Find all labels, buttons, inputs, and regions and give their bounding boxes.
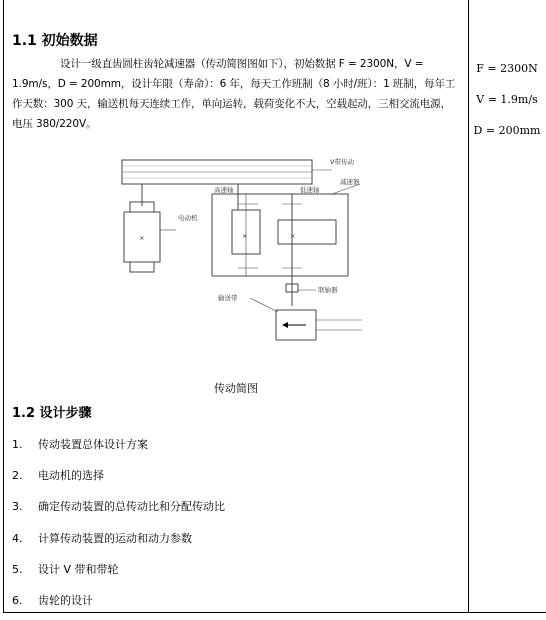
label-v-belt: V带传动	[330, 158, 354, 166]
step-text: 计算传动装置的运动和动力参数	[38, 532, 192, 545]
label-coupling: 联轴器	[318, 286, 338, 294]
step-number: 4.	[12, 532, 23, 545]
step-text: 确定传动装置的总传动比和分配传动比	[38, 500, 225, 513]
main-cell	[3, 0, 469, 613]
step-number: 6.	[12, 594, 23, 607]
section-heading-initial-data: 1.1 初始数据	[12, 33, 98, 49]
initial-data-paragraph: 设计一级直齿圆柱齿轮减速器（传动简图图如下），初始数据 F = 2300N，V = 1.9m/s，D = 200mm，设计年限（寿命）：6 年，每天工作班制（8 小时/班）：1 班制，每年工作天数：300 天，输送机每天连续工作，单向运转，载荷变化不大，空载起动，三相交流电源，电压 380/220V。	[12, 58, 456, 130]
step-text: 传动装置总体设计方案	[38, 438, 148, 451]
design-step	[12, 561, 119, 577]
svg-text:×: ×	[242, 232, 248, 240]
step-number: 3.	[12, 500, 23, 513]
step-number: 1.	[12, 438, 23, 451]
transmission-diagram	[100, 150, 390, 350]
design-step	[12, 498, 225, 514]
step-text: 齿轮的设计	[38, 594, 93, 607]
step-text: 电动机的选择	[38, 469, 104, 482]
svg-text:×: ×	[290, 232, 296, 240]
section-heading-design-steps: 1.2 设计步骤	[12, 406, 92, 421]
value-force: F = 2300N	[476, 62, 538, 75]
results-column	[468, 0, 546, 613]
label-conveyor: 输送带	[218, 294, 238, 302]
label-high-shaft: 高速轴	[214, 186, 234, 194]
step-number: 2.	[12, 469, 23, 482]
low-speed-gear	[278, 220, 336, 244]
design-step	[12, 592, 93, 608]
step-number: 5.	[12, 563, 23, 576]
label-low-shaft: 低速轴	[300, 186, 320, 194]
svg-text:×: ×	[139, 234, 145, 242]
value-diameter: D = 200mm	[473, 124, 541, 137]
design-step	[12, 467, 104, 483]
design-step	[12, 436, 148, 452]
value-velocity: V = 1.9m/s	[476, 93, 538, 106]
step-text: 设计 V 带和带轮	[38, 563, 119, 576]
design-step	[12, 530, 192, 546]
diagram-caption: 传动简图	[214, 382, 258, 395]
label-motor: 电动机	[178, 214, 198, 222]
label-reducer: 减速器	[340, 178, 360, 186]
